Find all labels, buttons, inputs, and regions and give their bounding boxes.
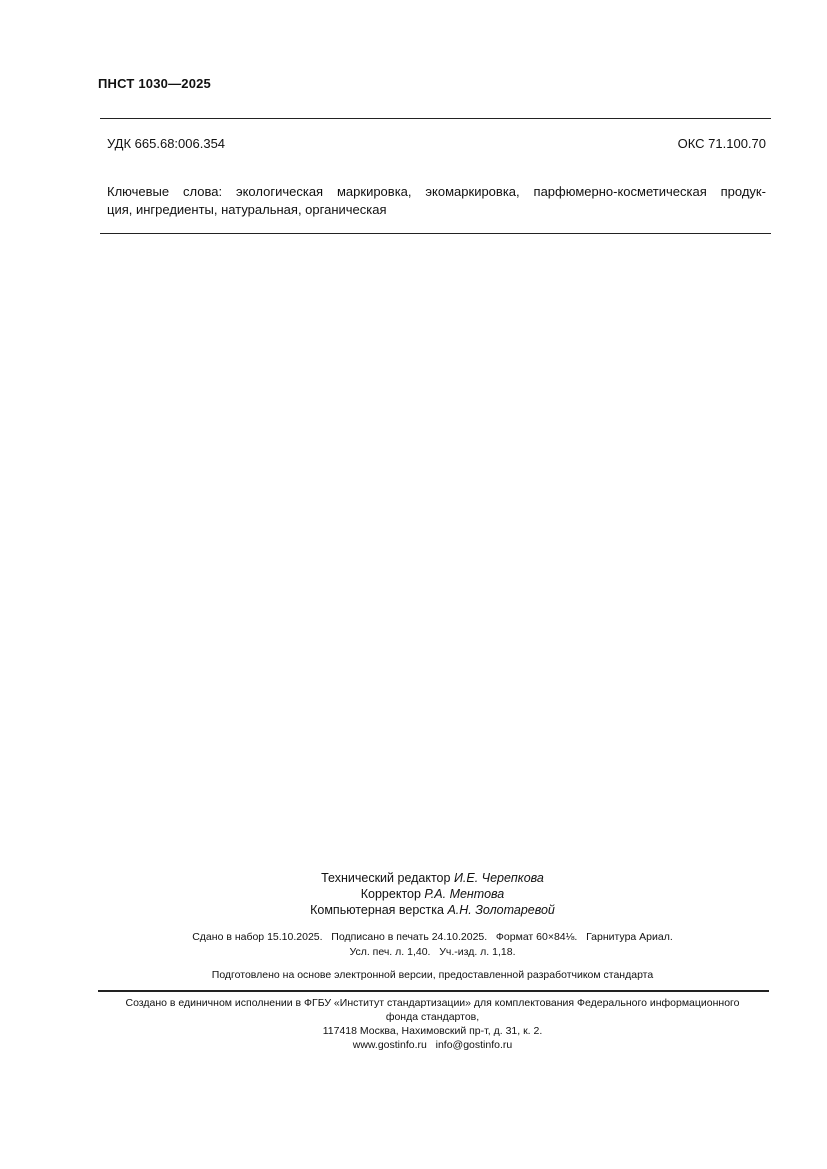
publisher-contacts	[100, 1038, 765, 1052]
credit-line	[100, 870, 765, 886]
credit-line	[100, 902, 765, 918]
udk-code: УДК 665.68:006.354	[107, 136, 226, 151]
keyword-word: продук-	[720, 184, 766, 199]
document-code: ПНСТ 1030—2025	[98, 76, 211, 91]
top-divider	[100, 118, 771, 119]
credits-block	[100, 870, 765, 918]
keywords-block	[107, 183, 766, 219]
oks-code: ОКС 71.100.70	[677, 136, 766, 151]
email-link[interactable]: info@gostinfo.ru	[435, 1039, 513, 1051]
keywords-line-1	[107, 183, 766, 201]
credit-name: И.Е. Черепкова	[453, 871, 544, 885]
keyword-word: экологическая	[235, 184, 324, 199]
keywords-line-2: ция, ингредиенты, натуральная, органическая	[107, 202, 387, 217]
credit-line	[100, 886, 765, 902]
publisher-line-1: Создано в единичном исполнении в ФГБУ «Институт стандартизации» для комплектования Федерального информационного	[125, 997, 740, 1009]
prepared-note: Подготовлено на основе электронной версии, предоставленной разработчиком стандарта	[211, 969, 654, 981]
imprint-block	[100, 930, 765, 960]
keyword-word: экомаркировка,	[425, 184, 520, 199]
keyword-word: слова:	[183, 184, 223, 199]
imprint-line-1: Сдано в набор 15.10.2025. Подписано в печать 24.10.2025. Формат 60×84⅛. Гарнитура Ариал.	[192, 931, 673, 943]
keyword-word: маркировка,	[336, 184, 412, 199]
publisher-address: 117418 Москва, Нахимовский пр-т, д. 31, к. 2.	[322, 1025, 543, 1037]
keyword-word: парфюмерно-косметическая	[533, 184, 707, 199]
credit-name: А.Н. Золотаревой	[447, 903, 555, 917]
publisher-footer	[100, 996, 765, 1052]
credit-name: Р.А. Ментова	[424, 887, 505, 901]
credit-role: Компьютерная верстка	[310, 903, 444, 917]
footer-divider	[98, 990, 769, 992]
publisher-line-2: фонда стандартов,	[385, 1011, 480, 1023]
keywords-divider	[100, 233, 771, 234]
keyword-word: Ключевые	[107, 184, 170, 199]
credit-role: Технический редактор	[321, 871, 451, 885]
imprint-line-2: Усл. печ. л. 1,40. Уч.-изд. л. 1,18.	[349, 946, 516, 958]
credit-role: Корректор	[360, 887, 421, 901]
website-link[interactable]: www.gostinfo.ru	[352, 1039, 427, 1051]
